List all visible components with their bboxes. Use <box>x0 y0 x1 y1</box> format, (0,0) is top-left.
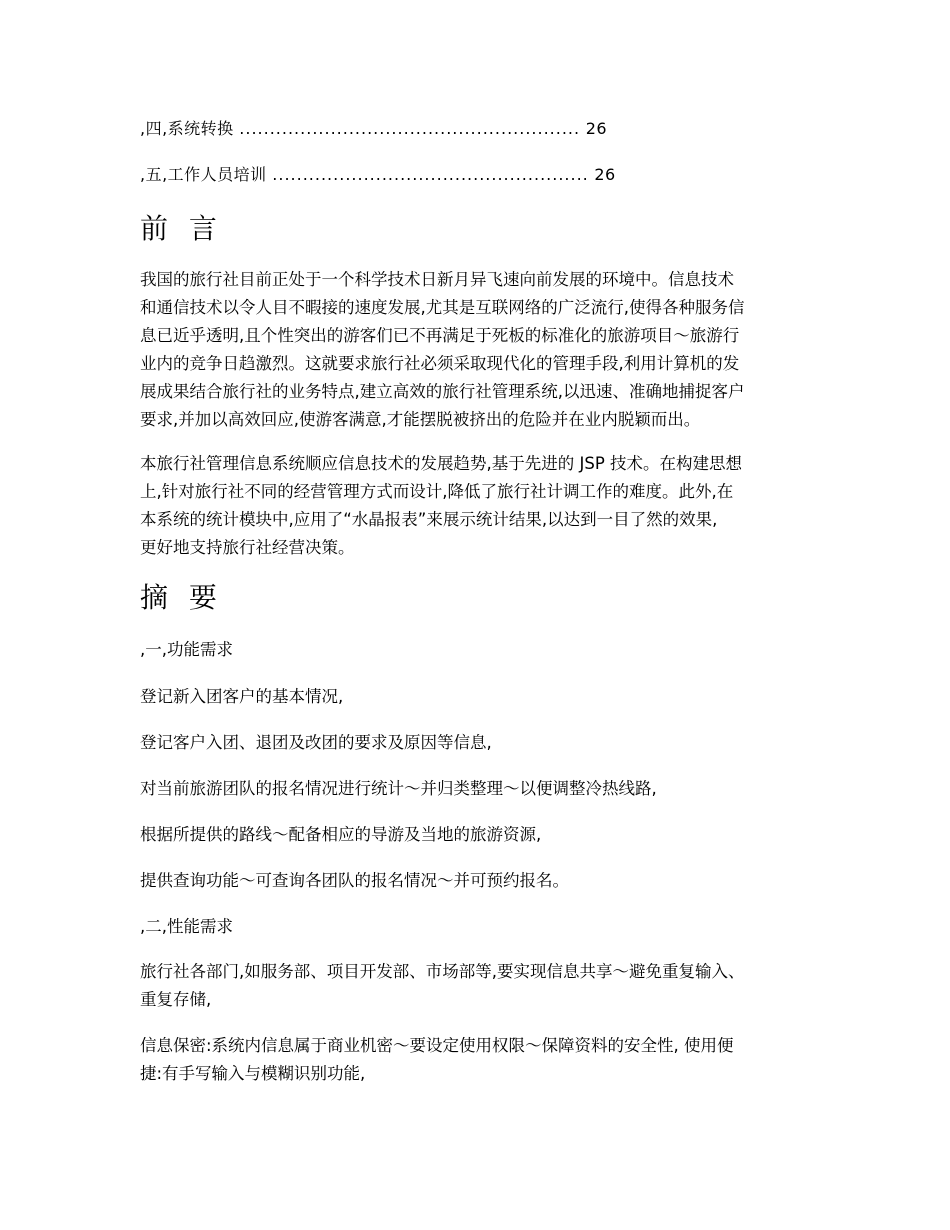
functional-requirement-item: 登记新入团客户的基本情况, <box>140 687 344 706</box>
functional-requirement-item: 提供查询功能～可查询各团队的报名情况～并可预约报名。 <box>140 871 569 890</box>
toc-entry-label: ,五,工作人员培训 <box>140 165 267 184</box>
toc-entry-staff-training[interactable] <box>140 163 616 187</box>
functional-requirement-item: 对当前旅游团队的报名情况进行统计～并归类整理～以便调整冷热线路, <box>140 779 657 798</box>
performance-requirement-paragraph: 旅行社各部门,如服务部、项目开发部、市场部等,要实现信息共享～避免重复输入、 重复存储, <box>140 962 745 1009</box>
toc-entry-label: ,四,系统转换 <box>140 119 234 138</box>
functional-requirement-item: 登记客户入团、退团及改团的要求及原因等信息, <box>140 733 492 752</box>
toc-page-number: 26 <box>585 119 608 138</box>
toc-entry-system-conversion[interactable] <box>140 117 607 141</box>
abstract-heading: 摘 要 <box>140 581 223 614</box>
performance-requirements-title: ,二,性能需求 <box>140 917 233 936</box>
toc-leader-dots: ........................................................ <box>239 119 581 138</box>
preface-paragraph-1: 我国的旅行社目前正处于一个科学技术日新月异飞速向前发展的环境中。信息技术 和通信技术以令人目不暇接的速度发展,尤其是互联网络的广泛流行,使得各种服务信 息已近乎透明,且个性突出的游客们已不再满足于死板的标准化的旅游项目～旅游行 业内的竞争日趋激烈。这就要求旅行社必须采取现代化的管理手段,利用计算机的发 展成果结合旅行社的业务特点,建立高效的旅行社管理系统,以迅速、准确地捕捉客户 要求,并加以高效回应,使游客满意,才能摆脱被挤出的危险并在业内脱颖而出。 <box>140 270 745 429</box>
toc-leader-dots: .................................................... <box>272 165 589 184</box>
performance-requirement-paragraph: 信息保密:系统内信息属于商业机密～要设定使用权限～保障资料的安全性, 使用便 捷:有手写输入与模糊识别功能, <box>140 1036 734 1083</box>
functional-requirements-title: ,一,功能需求 <box>140 640 233 659</box>
preface-heading: 前 言 <box>140 212 223 245</box>
toc-page-number: 26 <box>594 165 616 184</box>
preface-paragraph-2: 本旅行社管理信息系统顺应信息技术的发展趋势,基于先进的 JSP 技术。在构建思想 上,针对旅行社不同的经营管理方式而设计,降低了旅行社计调工作的难度。此外,在 本系统的统计模块中,应用了“水晶报表”来展示统计结果,以达到一目了然的效果, 更好地支持旅行社经营决策。 <box>140 454 743 557</box>
functional-requirement-item: 根据所提供的路线～配备相应的导游及当地的旅游资源, <box>140 825 542 844</box>
